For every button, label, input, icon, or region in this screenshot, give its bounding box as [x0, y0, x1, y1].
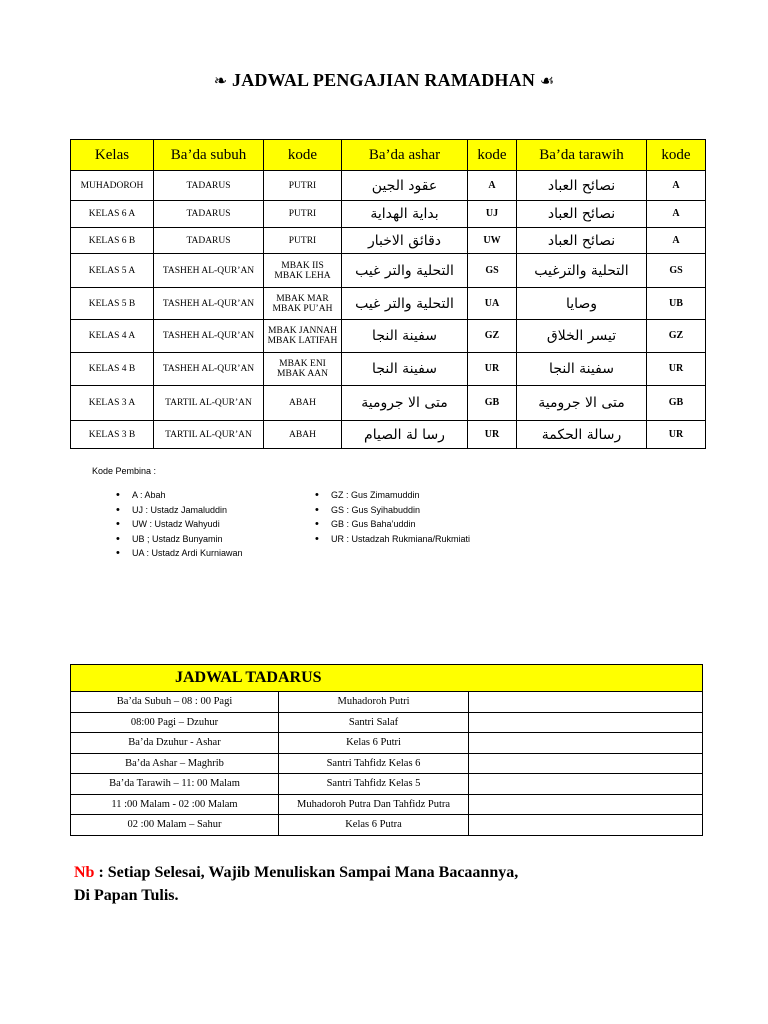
tarawih-kitab-cell: رسالة الحكمة [517, 421, 647, 449]
kelas-cell: KELAS 6 B [71, 228, 154, 254]
tadarus-group-cell: Muhadoroh Putra Dan Tahfidz Putra [279, 794, 469, 815]
ashar-kitab-cell: التحلية والتر غيب [342, 254, 468, 288]
tadarus-empty-cell [469, 733, 703, 754]
table-row [71, 386, 706, 421]
kode-subuh-cell [264, 228, 342, 254]
right-ornament-icon: ☙ [539, 71, 555, 90]
tadarus-group-cell: Kelas 6 Putra [279, 815, 469, 836]
column-header: Ba’da subuh [154, 140, 264, 171]
tadarus-group-cell: Santri Tahfidz Kelas 5 [279, 774, 469, 795]
tarawih-kitab-cell: تيسر الخلاق [517, 320, 647, 353]
tadarus-time-cell: Ba’da Dzuhur - Ashar [71, 733, 279, 754]
tadarus-group-cell: Kelas 6 Putri [279, 733, 469, 754]
kode-ashar-cell: A [468, 171, 517, 201]
tadarus-body [71, 692, 703, 836]
subuh-cell: TASHEH AL-QUR’AN [154, 353, 264, 386]
note-line-2: Di Papan Tulis. [74, 887, 179, 904]
kelas-cell: KELAS 5 A [71, 254, 154, 288]
tarawih-kitab-cell: متى الا جرومية [517, 386, 647, 421]
schedule-table [70, 139, 706, 449]
pembina-name: MBAK AAN [277, 369, 328, 379]
kelas-cell: KELAS 6 A [71, 201, 154, 228]
kode-ashar-cell: UR [468, 353, 517, 386]
tadarus-table [70, 664, 703, 836]
ashar-kitab-cell: دقائق الاخبار [342, 228, 468, 254]
list-item: • GZ : Gus Zimamuddin [311, 488, 470, 503]
kode-tarawih-cell: UR [647, 421, 706, 449]
kode-pembina-label: Kode Pembina : [92, 466, 157, 476]
column-header: kode [647, 140, 706, 171]
kode-tarawih-cell: GS [647, 254, 706, 288]
ashar-kitab-cell: رسا لة الصيام [342, 421, 468, 449]
pembina-name: ABAH [289, 429, 316, 440]
tadarus-group-cell: Santri Salaf [279, 712, 469, 733]
column-header: Ba’da tarawih [517, 140, 647, 171]
tadarus-time-cell: 02 :00 Malam – Sahur [71, 815, 279, 836]
kode-ashar-cell: GS [468, 254, 517, 288]
subuh-cell: TARTIL AL-QUR’AN [154, 421, 264, 449]
kode-tarawih-cell: UR [647, 353, 706, 386]
ashar-kitab-cell: عقود الجين [342, 171, 468, 201]
note-line-1: : Setiap Selesai, Wajib Menuliskan Sampai Mana Bacaannya, [94, 864, 519, 881]
tadarus-time-cell: Ba’da Subuh – 08 : 00 Pagi [71, 692, 279, 713]
tadarus-time-cell: 11 :00 Malam - 02 :00 Malam [71, 794, 279, 815]
kode-ashar-cell: UR [468, 421, 517, 449]
kode-subuh-cell [264, 386, 342, 421]
column-header: kode [468, 140, 517, 171]
kode-ashar-cell: UJ [468, 201, 517, 228]
tadarus-empty-cell [469, 794, 703, 815]
ashar-kitab-cell: التحلية والتر غيب [342, 288, 468, 320]
tadarus-empty-cell [469, 815, 703, 836]
subuh-cell: TADARUS [154, 171, 264, 201]
column-header: Kelas [71, 140, 154, 171]
pembina-name: MBAK JANNAH [268, 326, 337, 336]
list-item: • UB ; Ustadz Bunyamin [112, 532, 243, 547]
kode-ashar-cell: GB [468, 386, 517, 421]
kode-subuh-cell [264, 288, 342, 320]
table-row [71, 692, 703, 713]
list-item: • GB : Gus Baha’uddin [311, 517, 470, 532]
pembina-name: PUTRI [288, 209, 317, 219]
tarawih-kitab-cell: وصايا [517, 288, 647, 320]
tarawih-kitab-cell: سفينة النجا [517, 353, 647, 386]
table-row [71, 815, 703, 836]
kode-subuh-cell [264, 320, 342, 353]
table-row [71, 171, 706, 201]
kode-tarawih-cell: GB [647, 386, 706, 421]
pembina-name: ABAH [289, 398, 316, 408]
tarawih-kitab-cell: نصائح العباد [517, 201, 647, 228]
table-row [71, 712, 703, 733]
subuh-cell: TADARUS [154, 201, 264, 228]
list-item: • UW : Ustadz Wahyudi [112, 517, 243, 532]
kode-tarawih-cell: UB [647, 288, 706, 320]
schedule-body [71, 171, 706, 449]
subuh-cell: TASHEH AL-QUR’AN [154, 288, 264, 320]
tadarus-empty-cell [469, 753, 703, 774]
kode-tarawih-cell: A [647, 171, 706, 201]
table-row [71, 254, 706, 288]
list-item: • UR : Ustadzah Rukmiana/Rukmiati [311, 532, 470, 547]
subuh-cell: TADARUS [154, 228, 264, 254]
page-title-text: JADWAL PENGAJIAN RAMADHAN [232, 70, 536, 90]
table-row [71, 320, 706, 353]
ashar-kitab-cell: سفينة النجا [342, 320, 468, 353]
tarawih-kitab-cell: نصائح العباد [517, 228, 647, 254]
kode-subuh-cell [264, 421, 342, 449]
table-row [71, 774, 703, 795]
kelas-cell: KELAS 4 A [71, 320, 154, 353]
pembina-name: PUTRI [288, 235, 317, 246]
column-header: kode [264, 140, 342, 171]
kelas-cell: KELAS 3 B [71, 421, 154, 449]
ashar-kitab-cell: بداية الهداية [342, 201, 468, 228]
tadarus-time-cell: 08:00 Pagi – Dzuhur [71, 712, 279, 733]
page-title [0, 70, 768, 91]
pembina-name: MBAK MAR [276, 293, 329, 304]
kode-subuh-cell [264, 353, 342, 386]
list-item: • UJ : Ustadz Jamaluddin [112, 503, 243, 518]
table-row [71, 733, 703, 754]
pembina-name: MBAK LEHA [274, 270, 331, 281]
tadarus-title: JADWAL TADARUS [71, 665, 469, 692]
kode-subuh-cell [264, 254, 342, 288]
pembina-name: MBAK LATIFAH [267, 336, 338, 346]
tadarus-empty-cell [469, 774, 703, 795]
table-row [71, 794, 703, 815]
kode-ashar-cell: GZ [468, 320, 517, 353]
column-header: Ba’da ashar [342, 140, 468, 171]
ashar-kitab-cell: متى الا جرومية [342, 386, 468, 421]
kode-tarawih-cell: A [647, 201, 706, 228]
table-row [71, 201, 706, 228]
list-item: • GS : Gus Syihabuddin [311, 503, 470, 518]
pembina-list-right [311, 488, 470, 546]
pembina-list-left [112, 488, 243, 561]
kode-subuh-cell [264, 171, 342, 201]
note [74, 861, 518, 907]
pembina-name: MBAK IIS [281, 260, 324, 271]
subuh-cell: TASHEH AL-QUR’AN [154, 320, 264, 353]
table-row [71, 753, 703, 774]
tadarus-group-cell: Muhadoroh Putri [279, 692, 469, 713]
kelas-cell: KELAS 3 A [71, 386, 154, 421]
tadarus-empty-cell [469, 692, 703, 713]
tadarus-header-blank [469, 665, 703, 692]
list-item: • UA : Ustadz Ardi Kurniawan [112, 546, 243, 561]
kode-ashar-cell: UW [468, 228, 517, 254]
tadarus-group-cell: Santri Tahfidz Kelas 6 [279, 753, 469, 774]
left-ornament-icon: ❧ [213, 71, 228, 90]
ashar-kitab-cell: سفينة النجا [342, 353, 468, 386]
subuh-cell: TARTIL AL-QUR’AN [154, 386, 264, 421]
kelas-cell: KELAS 4 B [71, 353, 154, 386]
tadarus-time-cell: Ba’da Ashar – Maghrib [71, 753, 279, 774]
pembina-name: PUTRI [288, 180, 317, 191]
table-row [71, 353, 706, 386]
subuh-cell: TASHEH AL-QUR’AN [154, 254, 264, 288]
kode-ashar-cell: UA [468, 288, 517, 320]
kelas-cell: MUHADOROH [71, 171, 154, 201]
pembina-name: MBAK PU’AH [272, 303, 333, 314]
tadarus-time-cell: Ba’da Tarawih – 11: 00 Malam [71, 774, 279, 795]
note-prefix: Nb [74, 864, 95, 881]
kelas-cell: KELAS 5 B [71, 288, 154, 320]
list-item: • A : Abah [112, 488, 243, 503]
tarawih-kitab-cell: نصائح العباد [517, 171, 647, 201]
kode-tarawih-cell: GZ [647, 320, 706, 353]
tarawih-kitab-cell: التحلية والترغيب [517, 254, 647, 288]
tadarus-empty-cell [469, 712, 703, 733]
table-row [71, 288, 706, 320]
kode-subuh-cell [264, 201, 342, 228]
table-row [71, 421, 706, 449]
schedule-header-row [71, 140, 706, 171]
kode-tarawih-cell: A [647, 228, 706, 254]
pembina-name: MBAK ENI [279, 359, 326, 369]
tadarus-header-row [71, 665, 703, 692]
table-row [71, 228, 706, 254]
